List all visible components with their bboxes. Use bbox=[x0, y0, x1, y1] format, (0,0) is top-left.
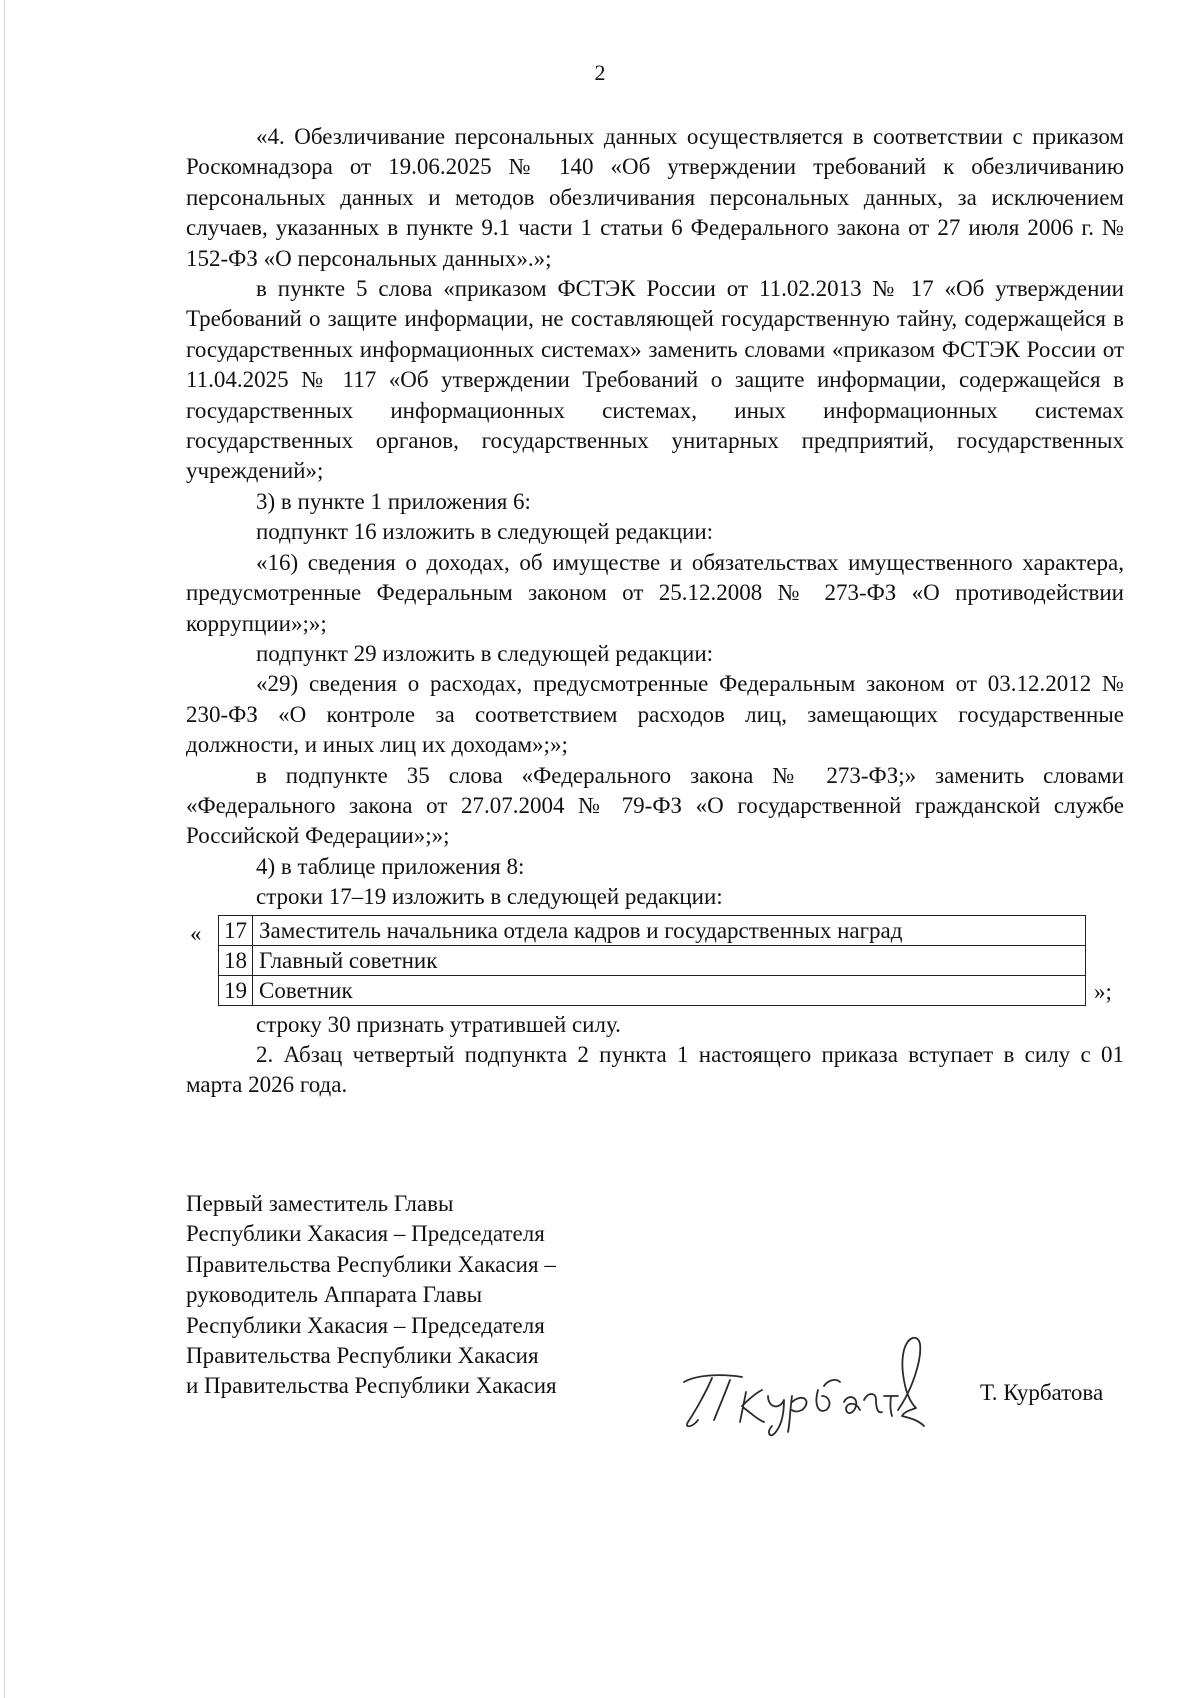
paragraph-subpoint-4: 4) в таблице приложения 8: bbox=[256, 853, 525, 879]
paragraph-subpoint-16-intro: подпункт 16 изложить в следующей редакции: bbox=[256, 519, 714, 545]
document-body bbox=[186, 122, 1124, 1101]
signatory-position bbox=[186, 1189, 646, 1402]
signatory-position-line: Республики Хакасия – Председателя bbox=[186, 1221, 545, 1247]
paragraph-row-30: строку 30 признать утратившей силу. bbox=[256, 1011, 621, 1037]
paragraph-point-5: в пункте 5 слова «приказом ФСТЭК России от 11.02.2013 № 17 «Об утверждении Требований о защите информации, не составляющей государственную тайну, содержащейся в государственных информационных системах» заменить словами «приказом ФСТЭК России от 11.04.2025 № 117 «Об утверждении Требований о защите информации, содержащейся в государственных информационных системах, иных информационных системах государственных органов, государственных унитарных предприятий, государственных учреждений»; bbox=[186, 276, 1124, 484]
signatory-position-line: руководитель Аппарата Главы bbox=[186, 1282, 483, 1308]
paragraph-subpoint-29-intro: подпункт 29 изложить в следующей редакции: bbox=[256, 640, 714, 666]
table-row bbox=[219, 915, 1086, 945]
signatory-position-line: Республики Хакасия – Председателя bbox=[186, 1312, 545, 1338]
scan-edge-line bbox=[4, 0, 5, 1698]
table-cell-number: 18 bbox=[219, 945, 253, 975]
table-cell-number: 19 bbox=[219, 975, 253, 1005]
paragraph-subpoint-16-text: «16) сведения о доходах, об имуществе и обязательствах имущественного характера, предусмотренные Федеральным законом от 25.12.2008 № 273-ФЗ «О противодействии коррупции»;»; bbox=[186, 549, 1124, 636]
handwritten-signature bbox=[672, 1330, 932, 1450]
paragraph-subpoint-3: 3) в пункте 1 приложения 6: bbox=[256, 488, 531, 514]
signatory-position-line: и Правительства Республики Хакасия bbox=[186, 1373, 557, 1399]
signatory-position-line: Правительства Республики Хакасия – bbox=[186, 1251, 556, 1277]
amendment-table bbox=[218, 915, 1086, 1006]
paragraph-item-4: «4. Обезличивание персональных данных осуществляется в соответствии с приказом Роскомнадзора от 19.06.2025 № 140 «Об утверждении требований к обезличиванию персональных данных и методов обезличивания персональных данных, за исключением случаев, указанных в пункте 9.1 части 1 статьи 6 Федерального закона от 27 июля 2006 г. № 152-ФЗ «О персональных данных».»; bbox=[186, 124, 1124, 271]
table-cell-number: 17 bbox=[219, 915, 253, 945]
signer-name: Т. Курбатова bbox=[980, 1380, 1104, 1405]
table-row bbox=[219, 975, 1086, 1005]
table-cell-title: Главный советник bbox=[253, 945, 1086, 975]
paragraph-rows-intro: строки 17–19 изложить в следующей редакции: bbox=[256, 884, 723, 910]
paragraph-subpoint-35: в подпункте 35 слова «Федерального закона № 273-ФЗ;» заменить словами «Федерального закона от 27.07.2004 № 79-ФЗ «О государственной гражданской службе Российской Федерации»;»; bbox=[186, 762, 1124, 849]
paragraph-subpoint-29-text: «29) сведения о расходах, предусмотренные Федеральным законом от 03.12.2012 № 230-ФЗ «О контроле за соответствием расходов лиц, замещающих государственные должности, и иных лиц их доходам»;»; bbox=[186, 671, 1124, 758]
signatory-position-line: Правительства Республики Хакасия bbox=[186, 1343, 539, 1369]
table-open-quote: « bbox=[190, 920, 202, 946]
amendment-table-block bbox=[186, 915, 1124, 1010]
table-close-quote: »; bbox=[1094, 978, 1112, 1004]
table-cell-title: Заместитель начальника отдела кадров и государственных наград bbox=[253, 915, 1086, 945]
signatory-position-line: Первый заместитель Главы bbox=[186, 1191, 454, 1216]
paragraph-effective-date: 2. Абзац четвертый подпункта 2 пункта 1 настоящего приказа вступает в силу с 01 марта 2026 года. bbox=[186, 1041, 1124, 1098]
table-row bbox=[219, 945, 1086, 975]
page-number: 2 bbox=[594, 60, 606, 85]
table-cell-title: Советник bbox=[253, 975, 1086, 1005]
